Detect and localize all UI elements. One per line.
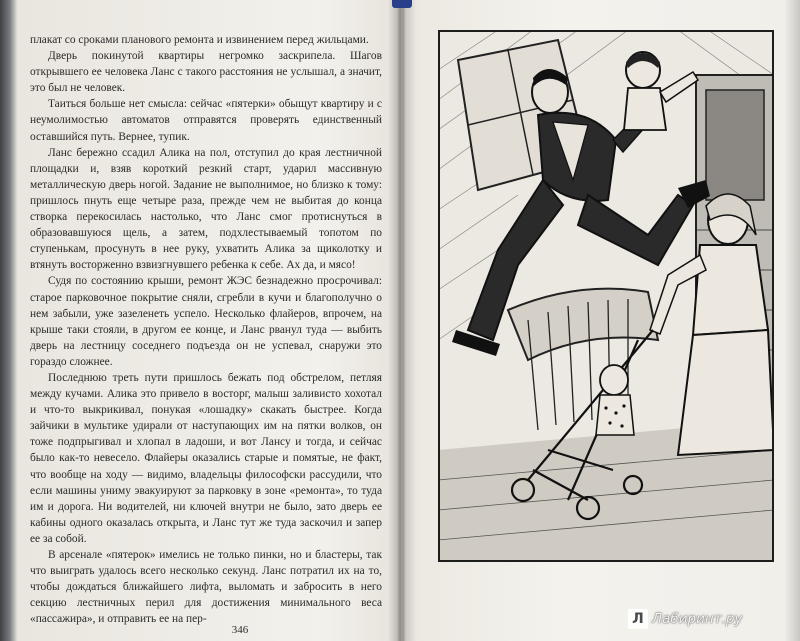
paragraph: Ланс бережно ссадил Алика на пол, отступил до края лестничной площадки и, взяв короткий резкий старт, ударил массивную металлическую дверь ногой. Задание не выполнимое, но близко к тому: пришлось пнуть еще четыре раза, прежде чем не выбитая до конца створка перекосилась настолько, что Ланс смог протиснуться в образовавшуюся щель, а затем, подхлестываемый топотом по ступенькам, просунуть в нее руку, ухватить Алика за щиколотку и втянуть восторженно взвизгнувшего ребенка к себе. Ах да, и мясо!: [30, 146, 382, 272]
paragraph: Дверь покинутой квартиры негромко заскрипела. Шагов открывшего ее человека Ланс с такого расстояния не услышал, а значит, это был не человек.: [30, 50, 382, 95]
binder-clip: [392, 0, 412, 8]
paragraph: Последнюю треть пути пришлось бежать под обстрелом, петляя между кучами. Алика это привело в восторг, малыш заливисто хохотал и что-то выкрикивал, понукая «лошадку» скакать быстрее. Когда зайчики в мультике удирали от наступающих им на пятки волков, он тоже подпрыгивал и хлопал в ладоши, и вот Лансу и тогда, и сейчас было как-то невесело. Флайеры оказались старые и помятые, не факт, что вообще на ходу — видимо, владельцы философски рассудили, что если машины униму эвакуируют за парковку в зоне «ремонта», то туда им и дорога. Ни водителей, ни ключей внутри не было, зато дверь ее кабины одного оказалась открыта, и Ланс тут же туда заскочил и запер ее за собой.: [30, 371, 382, 545]
right-page: [418, 0, 800, 641]
paragraph: Таиться больше нет смысла: сейчас «пятерки» обыщут квартиру и с неумолимостью автоматов отправятся проверять единственный оставшийся путь. Вернее, тупик.: [30, 98, 382, 143]
illustration-ink-drawing: [438, 30, 774, 562]
page-number: 346: [231, 624, 249, 636]
left-page-text: [30, 32, 382, 636]
paragraph: В арсенале «пятерок» имелись не только пинки, но и бластеры, так что выиграть удалось всего несколько секунд. Ланс потратил их на то, чтобы дождаться ближайшего лифта, выломать и забросить в него секцию лестничных перил для достижения минимального веса «пассажира», и отправить ее на пер-: [30, 549, 382, 626]
baby-figure: [596, 365, 634, 435]
paragraph: Судя по состоянию крыши, ремонт ЖЭС безнадежно просрочивал: старое парковочное покрытие сняли, сгребли в кучи и благополучно о нем забыли, уже зазеленеть успело. Несколько флайеров, впрочем, на крыше таки стояли, в другом ее конце, и Ланс рванул туда — выбить дверь на лестницу соседнего подъезда он не успевал, снаружи это гораздо сложнее.: [30, 275, 382, 368]
watermark-text: Лабиринт.ру: [652, 611, 743, 627]
labirint-logo-icon: Л: [628, 609, 648, 629]
watermark: [628, 608, 742, 630]
paragraph: плакат со сроками планового ремонта и извинением перед жильцами.: [30, 34, 369, 46]
book-spine: [388, 0, 418, 641]
